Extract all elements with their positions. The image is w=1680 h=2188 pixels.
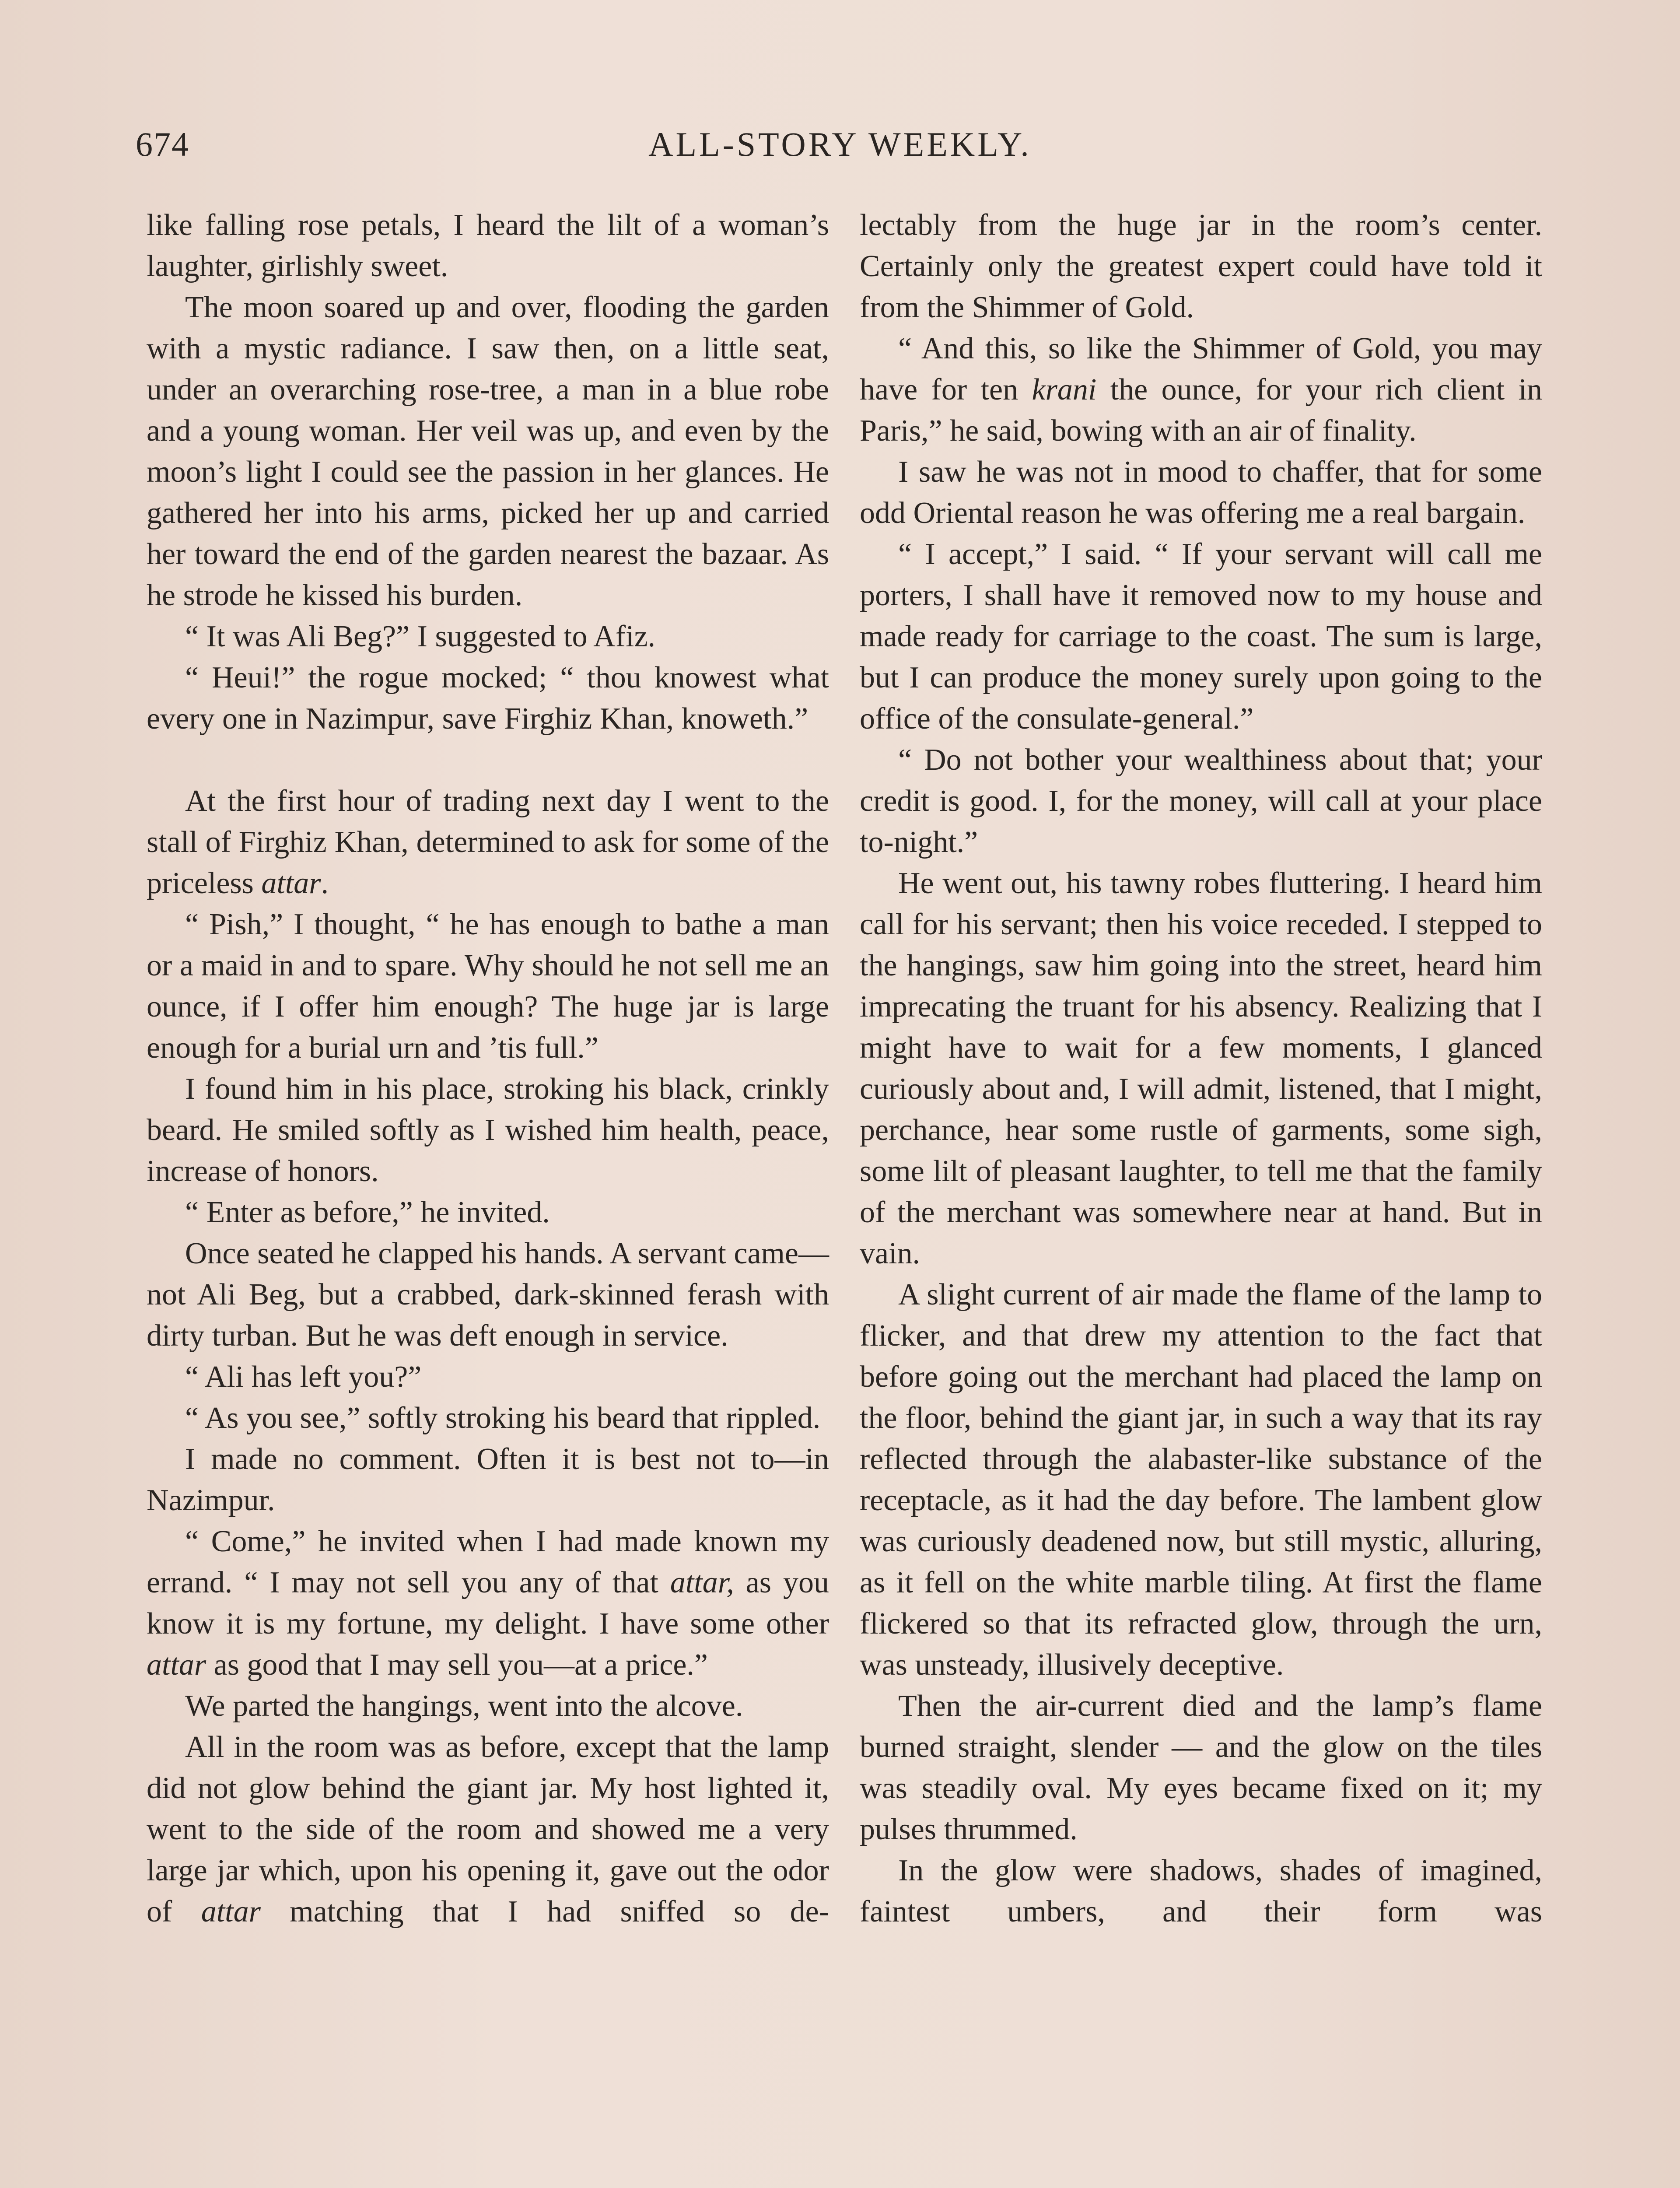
paragraph (860, 534, 1542, 740)
text-run: The moon soared up and over, flooding the garden with a mystic radiance. I saw then, on a little seat, under an overarching rose-tree, a man in a blue robe and a young woman. Her veil was up, and even by the moon’s light I could see the passion in her glances. He gathered her into his arms, picked her up and carried her toward the end of the garden nearest the bazaar. As he strode he kissed his burden. (147, 291, 829, 612)
text-run: as good that I may sell you—at a price.” (206, 1648, 708, 1682)
text-run: like falling rose petals, I heard the lilt of a woman’s laughter, girlishly sweet. (147, 208, 829, 283)
paragraph (147, 657, 829, 740)
running-head (0, 125, 1680, 177)
text-run: We parted the hangings, went into the alcove. (185, 1689, 743, 1723)
text-run: “ It was Ali Beg?” I suggested to Afiz. (185, 620, 656, 653)
paragraph (860, 863, 1542, 1274)
text-run: matching that I had sniffed so de- (260, 1895, 829, 1929)
paragraph (147, 205, 829, 287)
paragraph (860, 328, 1542, 452)
left-text-column (147, 205, 829, 1932)
text-run: the ounce, for your rich client in Paris,” he said, bowing with an air of finality. (860, 373, 1542, 448)
text-run: I saw he was not in mood to chaffer, that for some odd Oriental reason he was offering me a real bargain. (860, 455, 1542, 530)
text-run: lectably from the huge jar in the room’s center. Certainly only the greatest expert could have told it from the Shimmer of Gold. (860, 208, 1542, 324)
paragraph (860, 740, 1542, 863)
text-run: . (321, 866, 329, 900)
paragraph (860, 1274, 1542, 1686)
paragraph (147, 1069, 829, 1192)
text-run: as you know it is my fortune, my delight. I have some other (147, 1566, 829, 1641)
paragraph (147, 1357, 829, 1398)
text-run: “ Ali has left you?” (185, 1360, 422, 1394)
italic-term: attar (201, 1895, 261, 1929)
text-run: I made no comment. Often it is best not to—in Nazimpur. (147, 1442, 829, 1517)
right-text-column (860, 205, 1542, 1932)
text-run: Then the air-current died and the lamp’s flame burned straight, slender — and the glow on the tiles was steadily oval. My eyes became fixed on it; my pulses thrummed. (860, 1689, 1542, 1846)
journal-title: ALL-STORY WEEKLY. (648, 125, 1032, 163)
text-run: “ As you see,” softly stroking his beard that rippled. (185, 1401, 821, 1435)
page-number: 674 (136, 125, 189, 163)
text-run: “ Enter as before,” he invited. (185, 1196, 550, 1229)
italic-term: krani (1032, 373, 1097, 407)
text-run: Once seated he clapped his hands. A servant came—not Ali Beg, but a crabbed, dark-skinned ferash with dirty turban. But he was deft enough in service. (147, 1237, 829, 1353)
paragraph (147, 616, 829, 657)
paragraph (147, 1439, 829, 1521)
text-run: “ I accept,” I said. “ If your servant will call me porters, I shall have it removed now to my house and made ready for carriage to the coast. The sum is large, but I can produce the money surely upon going to the office of the consulate-general.” (860, 537, 1542, 736)
text-run: “ Heui!” the rogue mocked; “ thou knowest what every one in Nazimpur, save Firghiz Khan, knoweth.” (147, 661, 829, 736)
paragraph (147, 1233, 829, 1357)
italic-term: attar (147, 1648, 206, 1682)
paragraph (147, 287, 829, 616)
paragraph (147, 904, 829, 1069)
text-run: In the glow were shadows, shades of imagined, faintest umbers, and their form was (860, 1854, 1542, 1929)
text-run: “ Come,” he invited when I had made known my errand. “ I may not sell you any of that (147, 1525, 829, 1599)
paragraph (147, 1727, 829, 1932)
text-run: “ Do not bother your wealthiness about that; your credit is good. I, for the money, will call at your place to-night.” (860, 743, 1542, 859)
text-run: A slight current of air made the flame of the lamp to flicker, and that drew my attention to the fact that before going out the merchant had placed the lamp on the floor, behind the giant jar, in such a way that its ray reflected through the alabaster-like substance of the receptacle, as it had the day before. The lambent glow was curiously deadened now, but still mystic, alluring, as it fell on the white marble tiling. At first the flame flickered so that its refracted glow, through the urn, was unsteady, illusively deceptive. (860, 1278, 1542, 1682)
paragraph (147, 1398, 829, 1439)
paragraph (147, 1521, 829, 1686)
paragraph (147, 781, 829, 904)
paragraph (860, 1850, 1542, 1932)
text-run: “ And this, so like the Shimmer of Gold, you may have for ten (860, 332, 1542, 407)
italic-term: attar, (670, 1566, 734, 1599)
text-run: At the first hour of trading next day I went to the stall of Firghiz Khan, determined to ask for some of the priceless (147, 784, 829, 900)
paragraph (860, 205, 1542, 328)
text-run: I found him in his place, stroking his black, crinkly beard. He smiled softly as I wished him health, peace, increase of honors. (147, 1072, 829, 1188)
text-run: He went out, his tawny robes fluttering. I heard him call for his servant; then his voice receded. I stepped to the hangings, saw him going into the street, heard him imprecating the truant for his absency. Realizing that I might have to wait for a few moments, I glanced curiously about and, I will admit, listened, that I might, perchance, hear some rustle of garments, some sigh, some lilt of pleasant laughter, to tell me that the family of the merchant was somewhere near at hand. But in vain. (860, 866, 1542, 1270)
italic-term: attar (261, 866, 321, 900)
text-run: All in the room was as before, except that the lamp did not glow behind the giant jar. My host lighted it, went to the side of the room and showed me a very large jar which, upon his opening it, gave out the odor of (147, 1730, 829, 1929)
paragraph (147, 1192, 829, 1233)
paragraph (860, 1686, 1542, 1850)
paragraph (860, 452, 1542, 534)
paragraph (147, 1686, 829, 1727)
text-run: “ Pish,” I thought, “ he has enough to bathe a man or a maid in and to spare. Why should he not sell me an ounce, if I offer him enough? The huge jar is large enough for a burial urn and ’tis full.” (147, 908, 829, 1065)
